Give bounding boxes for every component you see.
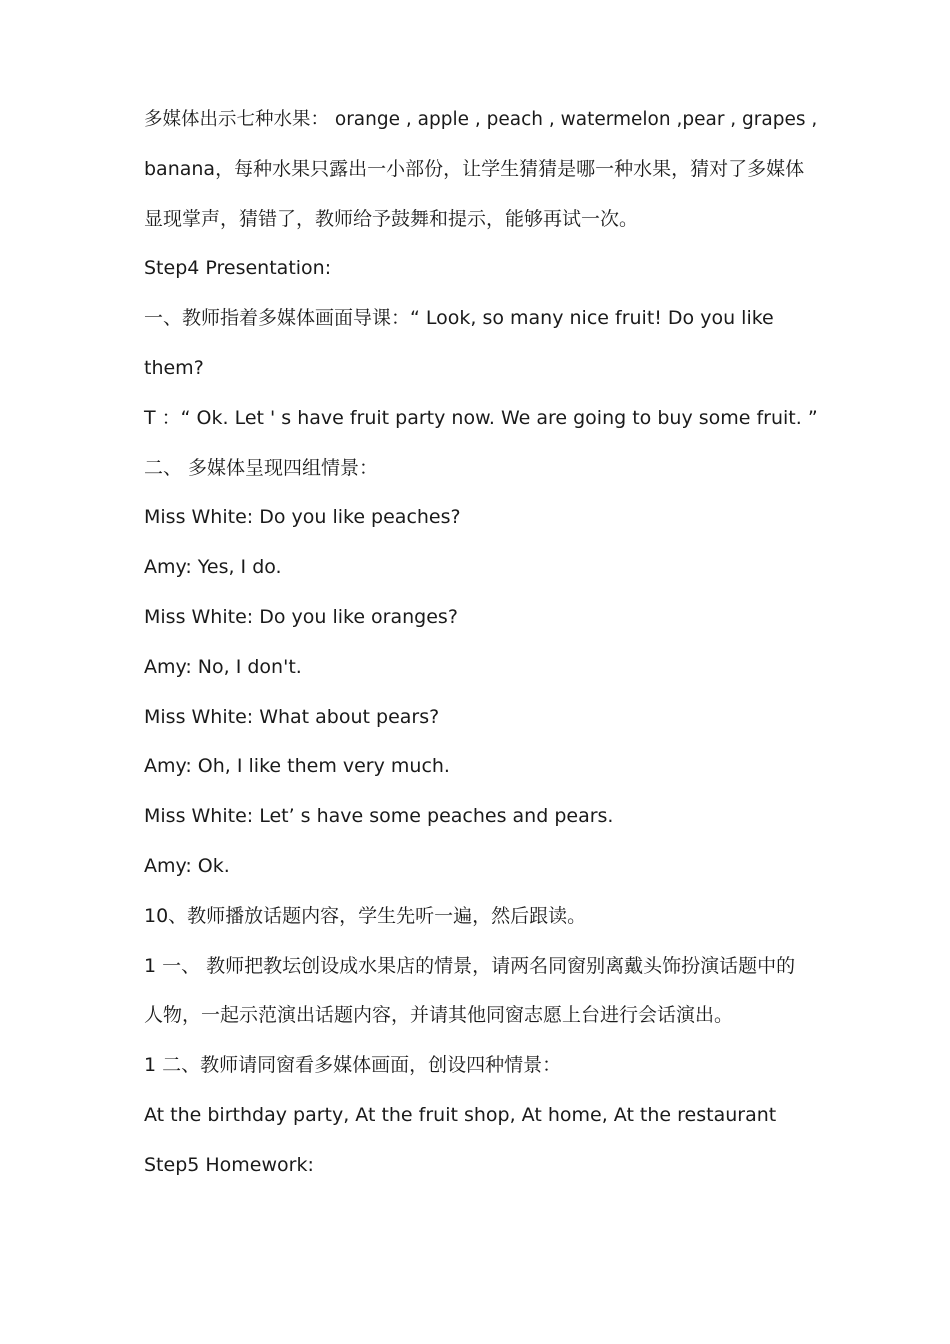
text-line: At the birthday party, At the fruit shop, At home, At the restaurant: [144, 1103, 777, 1126]
text-line: 显现掌声，猜错了，教师给予鼓舞和提示，能够再试一次。: [144, 207, 639, 230]
dialogue-line: Miss White: Do you like peaches?: [144, 506, 461, 529]
text-line: 二、 多媒体呈现四组情景：: [144, 456, 379, 479]
document-body: [144, 95, 824, 1191]
text-line: T ：“ Ok. Let ' s have fruit party now. We are going to buy some fruit. ”: [144, 406, 818, 429]
section-heading: Step4 Presentation:: [144, 257, 332, 280]
text-line: 1 一、 教师把教坛创设成水果店的情景，请两名同窗别离戴头饰扮演话题中的: [144, 954, 796, 977]
text-line: 多媒体出示七种水果： orange , apple , peach , watermelon ,pear , grapes ,: [144, 109, 818, 130]
text-line: banana，每种水果只露出一小部份，让学生猜猜是哪一种水果，猜对了多媒体: [144, 157, 805, 180]
dialogue-line: Miss White: Let’ s have some peaches and pears.: [144, 805, 614, 828]
dialogue-line: Miss White: Do you like oranges?: [144, 605, 458, 628]
dialogue-line: Amy: Yes, I do.: [144, 556, 282, 579]
text-line: 人物，一起示范演出话题内容，并请其他同窗志愿上台进行会话演出。: [144, 1004, 734, 1027]
text-line: them?: [144, 356, 204, 379]
dialogue-line: Amy: Oh, I like them very much.: [144, 755, 450, 778]
dialogue-line: Miss White: What about pears?: [144, 705, 440, 728]
dialogue-line: Amy: Ok.: [144, 854, 230, 877]
text-line: 一、教师指着多媒体画面导课：“ Look, so many nice fruit! Do you like: [144, 307, 774, 330]
text-line: 10、教师播放话题内容，学生先听一遍，然后跟读。: [144, 904, 587, 927]
section-heading: Step5 Homework:: [144, 1153, 314, 1176]
dialogue-line: Amy: No, I don't.: [144, 655, 302, 678]
text-line: 1 二、教师请同窗看多媒体画面，创设四种情景：: [144, 1054, 562, 1077]
